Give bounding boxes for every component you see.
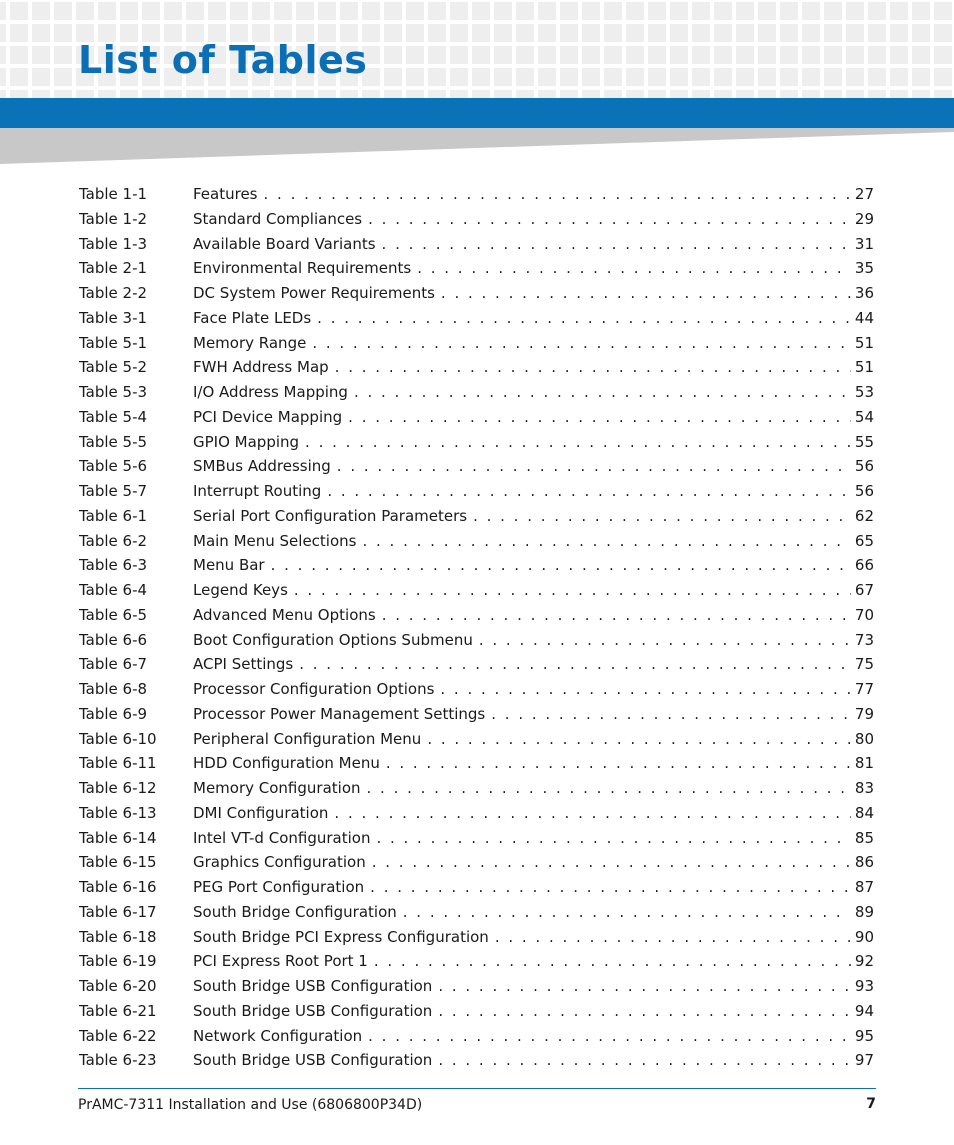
toc-entry[interactable] (79, 801, 874, 826)
toc-entry[interactable] (79, 479, 874, 504)
toc-dot-leader (294, 578, 851, 603)
toc-entry-page: 79 (854, 704, 874, 723)
toc-entry-title: ACPI Settings (193, 655, 294, 674)
toc-entry-title: Peripheral Configuration Menu (193, 729, 422, 748)
toc-dot-leader (479, 628, 851, 653)
toc-entry-page: 51 (854, 333, 874, 352)
toc-entry[interactable] (79, 776, 874, 801)
toc-entry[interactable] (79, 1048, 874, 1073)
toc-entry-title: PCI Express Root Port 1 (193, 952, 368, 971)
toc-entry-page: 95 (854, 1026, 874, 1045)
toc-dot-leader (354, 380, 851, 405)
toc-entry[interactable] (79, 331, 874, 356)
toc-dot-leader (337, 454, 851, 479)
toc-entry[interactable] (79, 504, 874, 529)
toc-entry-number: Table 6-4 (79, 581, 148, 599)
toc-dot-leader (495, 925, 851, 950)
toc-entry-page: 62 (854, 506, 874, 525)
toc-entry-number: Table 6-12 (79, 779, 157, 797)
toc-entry[interactable] (79, 430, 874, 455)
toc-entry-number: Table 3-1 (79, 308, 148, 327)
toc-entry-page: 73 (854, 630, 874, 649)
toc-dot-leader (317, 306, 851, 331)
toc-dot-leader (427, 727, 851, 752)
toc-entry-number: Table 5-1 (79, 333, 148, 352)
toc-entry-title: Serial Port Configuration Parameters (193, 506, 468, 525)
toc-dot-leader (335, 355, 851, 380)
toc-dot-leader (376, 826, 850, 851)
toc-entry-page: 27 (854, 185, 874, 203)
toc-entry-number: Table 5-2 (79, 358, 148, 377)
toc-entry-number: Table 1-3 (79, 234, 148, 253)
toc-entry-page: 80 (854, 729, 874, 748)
page-title: List of Tables (78, 38, 368, 82)
toc-entry-page: 97 (854, 1051, 874, 1070)
toc-entry-title: Memory Range (193, 333, 307, 352)
toc-entry-title: Processor Power Management Settings (193, 704, 486, 723)
toc-entry[interactable] (79, 999, 874, 1024)
header-blue-band (0, 98, 954, 128)
toc-entry-number: Table 6-22 (79, 1026, 157, 1045)
toc-entry-page: 90 (854, 927, 874, 946)
toc-entry[interactable] (79, 256, 874, 281)
toc-dot-leader (348, 405, 851, 430)
toc-entry[interactable] (79, 702, 874, 727)
toc-entry-page: 77 (854, 680, 874, 698)
toc-entry[interactable] (79, 207, 874, 232)
toc-dot-leader (440, 677, 851, 702)
toc-entry[interactable] (79, 603, 874, 628)
toc-entry-page: 66 (854, 556, 874, 575)
toc-entry-title: Standard Compliances (193, 209, 363, 228)
toc-entry-number: Table 1-1 (79, 185, 148, 203)
toc-entry-title: Processor Configuration Options (193, 680, 435, 698)
toc-entry-number: Table 6-15 (79, 853, 157, 872)
toc-entry-number: Table 6-10 (79, 729, 157, 748)
toc-entry-number: Table 6-3 (79, 556, 148, 575)
toc-entry-page: 51 (854, 358, 874, 377)
toc-entry-page: 86 (854, 853, 874, 872)
toc-entry-page: 53 (854, 383, 874, 401)
toc-dot-leader (312, 331, 851, 356)
toc-entry-page: 67 (854, 581, 874, 599)
toc-dot-leader (362, 529, 850, 554)
toc-dot-leader (334, 801, 850, 826)
toc-entry-number: Table 6-14 (79, 828, 157, 847)
toc-entry-number: Table 6-8 (79, 680, 148, 698)
toc-entry-number: Table 6-9 (79, 704, 148, 723)
toc-dot-leader (438, 1048, 851, 1073)
toc-dot-leader (403, 900, 851, 925)
toc-entry-number: Table 6-7 (79, 655, 148, 674)
toc-entry[interactable] (79, 826, 874, 851)
toc-entry-page: 31 (854, 234, 874, 253)
toc-entry-title: Menu Bar (193, 556, 265, 575)
toc-entry-number: Table 5-5 (79, 432, 148, 451)
toc-entry-number: Table 6-5 (79, 605, 148, 624)
toc-dot-leader (271, 553, 851, 578)
toc-dot-leader (305, 430, 851, 455)
toc-entry-page: 65 (854, 531, 874, 550)
toc-entry[interactable] (79, 652, 874, 677)
toc-entry-page: 85 (854, 828, 874, 847)
toc-entry-title: South Bridge USB Configuration (193, 1001, 433, 1020)
toc-entry-title: Network Configuration (193, 1026, 363, 1045)
toc-entry-page: 92 (854, 952, 874, 971)
toc-entry-title: HDD Configuration Menu (193, 754, 380, 773)
toc-entry-title: Advanced Menu Options (193, 605, 376, 624)
footer-page-number: 7 (866, 1096, 876, 1112)
toc-entry[interactable] (79, 380, 874, 405)
toc-entry-title: Intel VT-d Configuration (193, 828, 371, 847)
toc-entry-page: 89 (854, 902, 874, 921)
footer-rule (78, 1088, 876, 1089)
toc-dot-leader (417, 256, 851, 281)
toc-entry[interactable] (79, 355, 874, 380)
toc-entry-title: South Bridge USB Configuration (193, 977, 433, 995)
toc-entry-title: DC System Power Requirements (193, 284, 435, 302)
toc-dot-leader (368, 207, 851, 232)
toc-dot-leader (491, 702, 851, 727)
toc-entry-title: Main Menu Selections (193, 531, 357, 550)
toc-entry[interactable] (79, 974, 874, 999)
toc-entry-page: 70 (854, 605, 874, 624)
toc-entry[interactable] (79, 306, 874, 331)
toc-entry[interactable] (79, 232, 874, 257)
toc-entry[interactable] (79, 553, 874, 578)
toc-dot-leader (374, 949, 851, 974)
toc-entry-page: 36 (854, 284, 874, 302)
toc-entry[interactable] (79, 1024, 874, 1049)
toc-entry-number: Table 6-20 (79, 977, 157, 995)
toc-entry-title: South Bridge USB Configuration (193, 1051, 433, 1070)
toc-entry-number: Table 5-4 (79, 407, 148, 426)
toc-entry-title: Memory Configuration (193, 779, 361, 797)
toc-dot-leader (367, 776, 851, 801)
toc-dot-leader (386, 751, 851, 776)
toc-entry-page: 84 (854, 803, 874, 822)
toc-entry[interactable] (79, 182, 874, 207)
toc-entry-title: GPIO Mapping (193, 432, 300, 451)
toc-entry-number: Table 6-1 (79, 506, 148, 525)
toc-entry-number: Table 6-6 (79, 630, 148, 649)
toc-entry-number: Table 6-13 (79, 803, 157, 822)
toc-entry-page: 94 (854, 1001, 874, 1020)
toc-entry-title: PEG Port Configuration (193, 878, 365, 896)
header-gray-wedge (0, 128, 954, 164)
toc-dot-leader (264, 182, 851, 207)
toc-entry-page: 54 (854, 407, 874, 426)
toc-dot-leader (438, 999, 851, 1024)
toc-entry[interactable] (79, 850, 874, 875)
toc-entry-title: South Bridge PCI Express Configuration (193, 927, 489, 946)
toc-entry-number: Table 6-11 (79, 754, 157, 773)
toc-entry[interactable] (79, 677, 874, 702)
toc-entry-title: Interrupt Routing (193, 482, 322, 500)
toc-entry[interactable] (79, 405, 874, 430)
toc-entry-page: 75 (854, 655, 874, 674)
toc-entry-page: 35 (854, 259, 874, 278)
toc-entry-number: Table 6-21 (79, 1001, 157, 1020)
toc-dot-leader (370, 875, 851, 900)
toc-entry-title: Available Board Variants (193, 234, 376, 253)
toc-entry-page: 56 (854, 482, 874, 500)
toc-entry-title: Face Plate LEDs (193, 308, 312, 327)
toc-entry-title: Environmental Requirements (193, 259, 412, 278)
toc-entry[interactable] (79, 628, 874, 653)
toc-entry[interactable] (79, 949, 874, 974)
toc-entry-number: Table 5-3 (79, 383, 148, 401)
toc-dot-leader (438, 974, 851, 999)
toc-entry-page: 55 (854, 432, 874, 451)
toc-dot-leader (299, 652, 851, 677)
toc-entry-title: SMBus Addressing (193, 457, 331, 476)
toc-dot-leader (441, 281, 851, 306)
toc-entry-number: Table 6-17 (79, 902, 157, 921)
toc-entry[interactable] (79, 900, 874, 925)
toc-entry[interactable] (79, 727, 874, 752)
toc-dot-leader (382, 232, 851, 257)
toc-entry[interactable] (79, 875, 874, 900)
toc-entry-page: 29 (854, 209, 874, 228)
toc-entry-title: South Bridge Configuration (193, 902, 397, 921)
toc-entry-page: 83 (854, 779, 874, 797)
toc-entry-number: Table 6-2 (79, 531, 148, 550)
toc-entry-title: PCI Device Mapping (193, 407, 343, 426)
footer-document-title: PrAMC-7311 Installation and Use (6806800P34D) (78, 1097, 423, 1113)
toc-entry-title: I/O Address Mapping (193, 383, 348, 401)
toc-entry-title: Features (193, 185, 258, 203)
toc-entry[interactable] (79, 578, 874, 603)
toc-dot-leader (372, 850, 851, 875)
toc-dot-leader (382, 603, 851, 628)
toc-entry[interactable] (79, 454, 874, 479)
toc-entry-number: Table 6-23 (79, 1051, 157, 1070)
toc-entry-number: Table 6-16 (79, 878, 157, 896)
toc-entry-number: Table 5-7 (79, 482, 148, 500)
toc-entry-number: Table 1-2 (79, 209, 148, 228)
toc-entry[interactable] (79, 281, 874, 306)
toc-dot-leader (473, 504, 851, 529)
list-of-tables (79, 182, 874, 1073)
toc-entry-number: Table 2-1 (79, 259, 148, 278)
toc-entry-number: Table 2-2 (79, 284, 148, 302)
toc-entry-page: 56 (854, 457, 874, 476)
toc-entry-title: Graphics Configuration (193, 853, 366, 872)
toc-entry-title: DMI Configuration (193, 803, 329, 822)
toc-entry-number: Table 5-6 (79, 457, 148, 476)
toc-entry-page: 44 (854, 308, 874, 327)
toc-entry[interactable] (79, 751, 874, 776)
toc-entry-number: Table 6-18 (79, 927, 157, 946)
toc-entry-title: FWH Address Map (193, 358, 329, 377)
toc-dot-leader (368, 1024, 851, 1049)
toc-entry-number: Table 6-19 (79, 952, 157, 971)
toc-entry-title: Legend Keys (193, 581, 288, 599)
toc-entry-title: Boot Configuration Options Submenu (193, 630, 473, 649)
toc-entry[interactable] (79, 925, 874, 950)
toc-entry[interactable] (79, 529, 874, 554)
toc-entry-page: 93 (854, 977, 874, 995)
toc-entry-page: 87 (854, 878, 874, 896)
toc-entry-page: 81 (854, 754, 874, 773)
toc-dot-leader (327, 479, 851, 504)
